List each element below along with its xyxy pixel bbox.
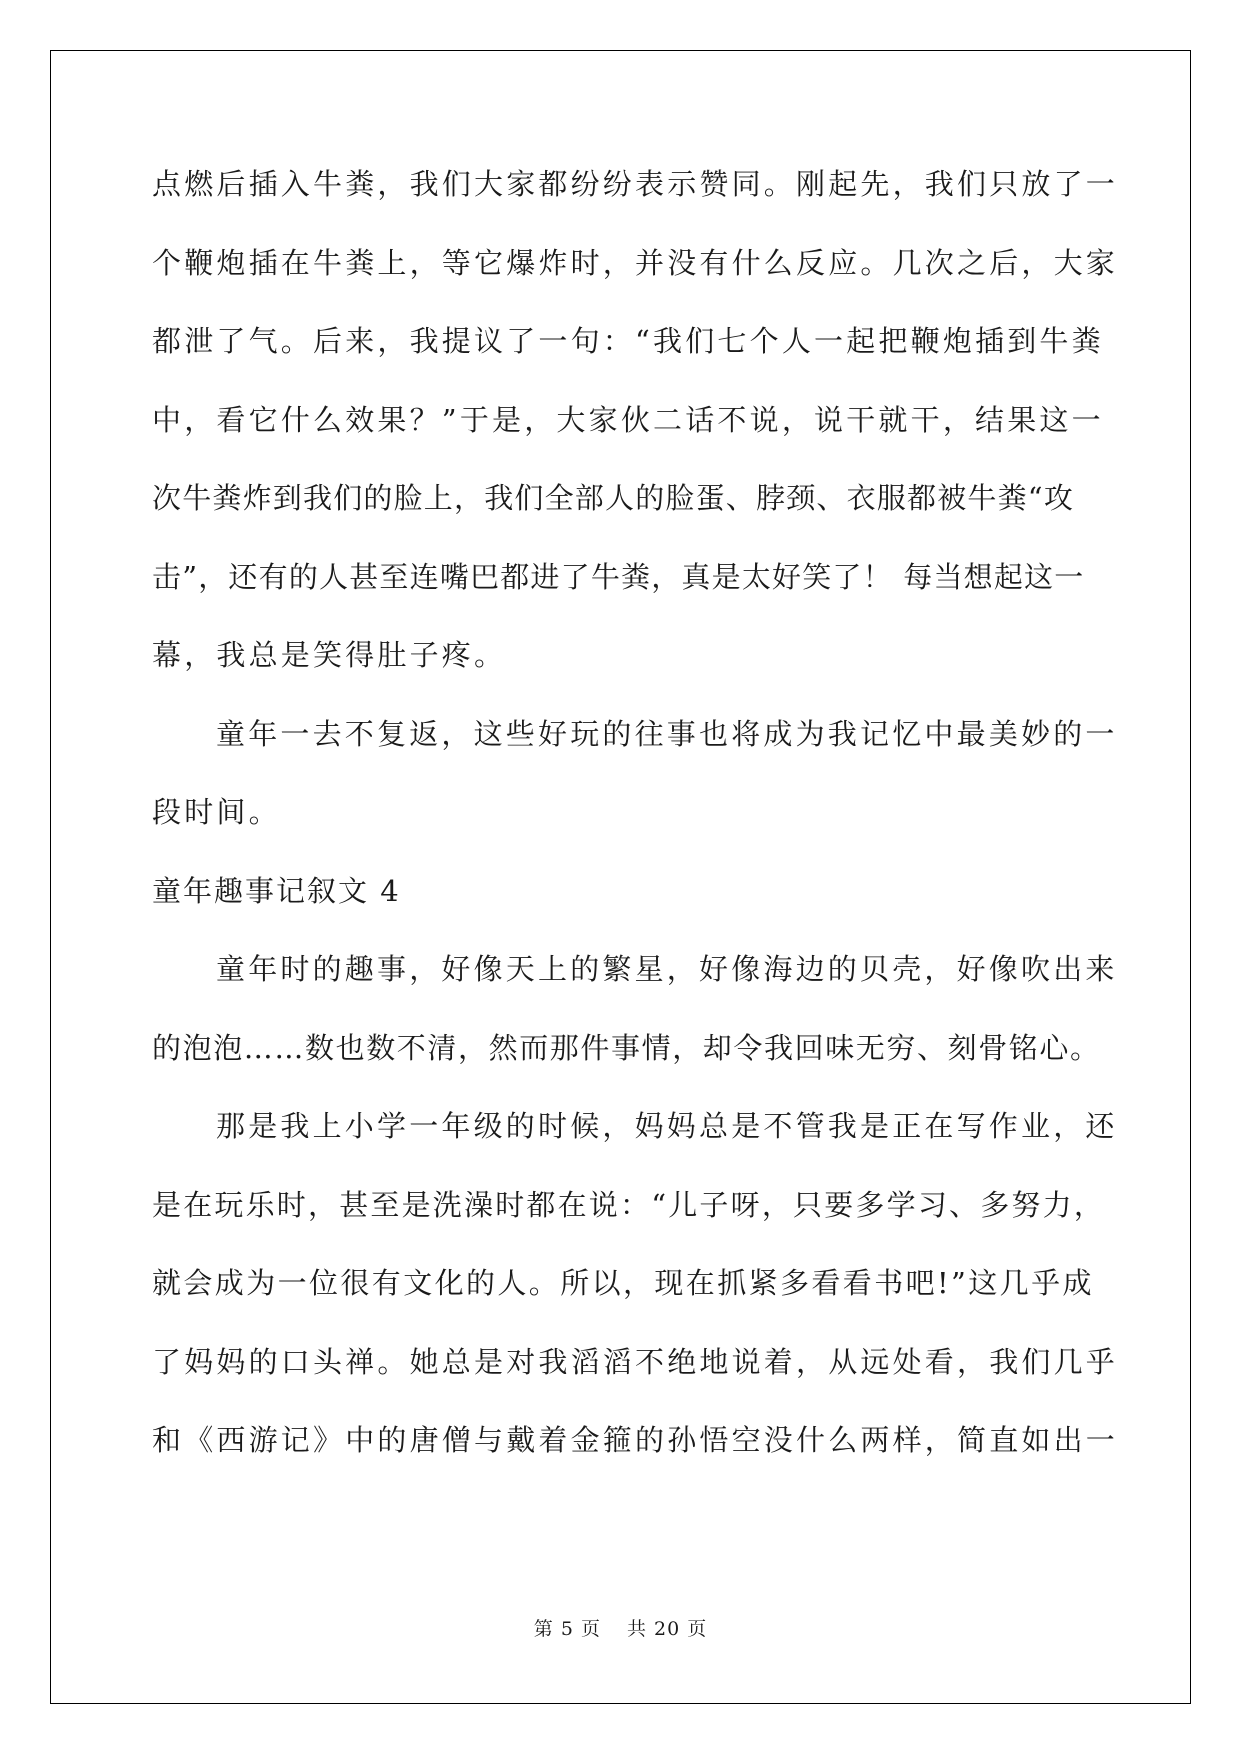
page-footer [0, 1614, 1241, 1641]
text-line-4: 中，看它什么效果？”于是，大家伙二话不说，说干就干，结果这一 [152, 402, 1104, 437]
paragraph-line-13: 那是我上小学一年级的时候，妈妈总是不管我是正在写作业，还 [216, 1109, 1118, 1143]
text-line-14: 是在玩乐时，甚至是洗澡时都在说：“儿子呀，只要多学习、多努力， [152, 1187, 1106, 1222]
text-line-15: 就会成为一位很有文化的人。所以，现在抓紧多看看书吧!”这几乎成 [152, 1266, 1094, 1300]
section-heading: 童年趣事记叙文 4 [152, 873, 401, 908]
text-line-1: 点燃后插入牛粪，我们大家都纷纷表示赞同。刚起先，我们只放了一 [152, 167, 1119, 201]
paragraph-line-8: 童年一去不复返，这些好玩的往事也将成为我记忆中最美妙的一 [216, 716, 1118, 751]
text-line-2: 个鞭炮插在牛粪上，等它爆炸时，并没有什么反应。几次之后，大家 [152, 245, 1119, 280]
text-line-5: 次牛粪炸到我们的脸上，我们全部人的脸蛋、脖颈、衣服都被牛粪“攻 [152, 481, 1075, 515]
page-number: 第 5 页 [533, 1618, 601, 1640]
paragraph-line-11: 童年时的趣事，好像天上的繁星，好像海边的贝壳，好像吹出来 [216, 952, 1118, 986]
text-line-12: 的泡泡……数也数不清，然而那件事情，却令我回味无穷、刻骨铭心。 [152, 1030, 1101, 1065]
text-line-9: 段时间。 [152, 795, 281, 829]
text-line-3: 都泄了气。后来，我提议了一句：“我们七个人一起把鞭炮插到牛粪 [152, 324, 1104, 358]
document-body [152, 145, 1119, 1480]
text-line-17: 和《西游记》中的唐僧与戴着金箍的孙悟空没什么两样，简直如出一 [152, 1423, 1119, 1457]
text-line-7: 幕，我总是笑得肚子疼。 [152, 638, 507, 672]
text-line-6: 击”，还有的人甚至连嘴巴都进了牛粪，真是太好笑了！ 每当想起这一 [152, 559, 1085, 594]
page-total: 共 20 页 [626, 1618, 708, 1640]
text-line-16: 了妈妈的口头禅。她总是对我滔滔不绝地说着，从远处看，我们几乎 [152, 1344, 1119, 1379]
